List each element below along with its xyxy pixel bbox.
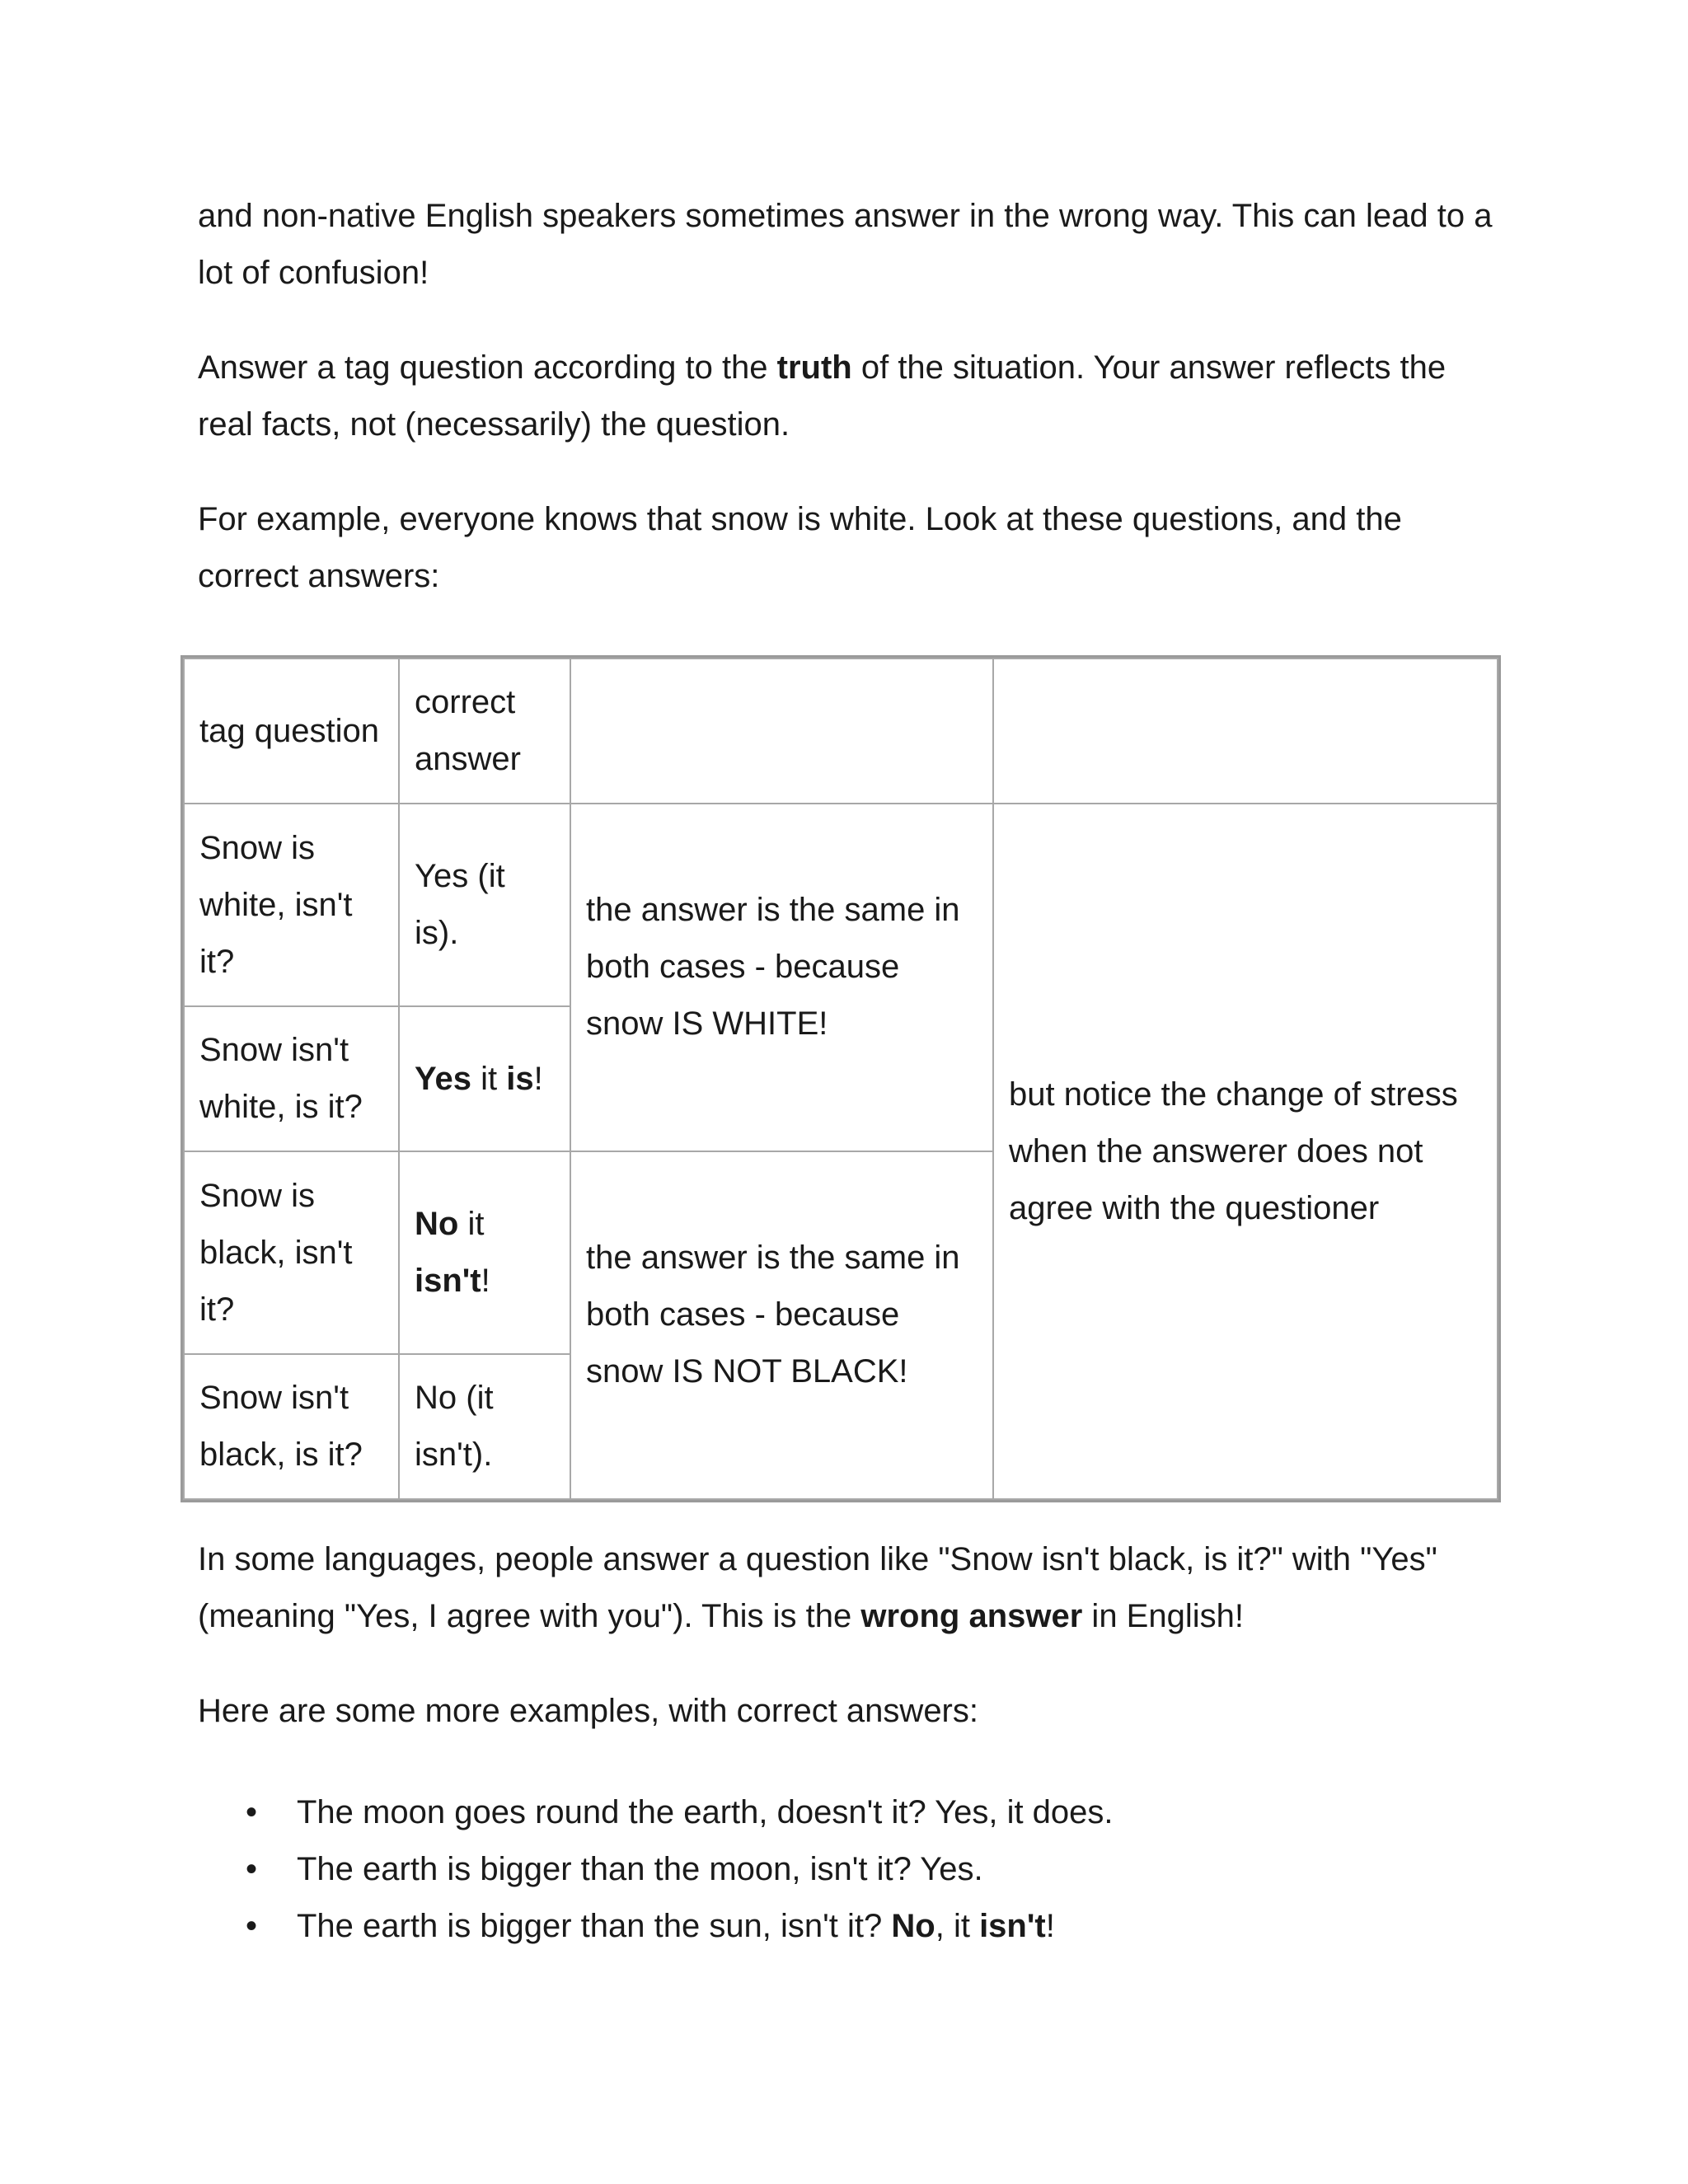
header-label: tag question xyxy=(199,712,379,749)
list-item xyxy=(198,1841,1114,1898)
emphasis-isnt: isn't xyxy=(979,1908,1046,1944)
bullet-icon: • xyxy=(246,1851,258,1887)
paragraph-example-intro xyxy=(198,491,1500,605)
question-text: Snow isn't white, is it? xyxy=(199,1032,363,1125)
list-item xyxy=(198,1784,1114,1841)
note-text: but notice the change of stress when the answerer does not agree with the questioner xyxy=(1009,1076,1458,1226)
table-row-answer xyxy=(398,1353,571,1500)
answer-plain: ! xyxy=(533,1060,543,1097)
answer-text: Yes (it is). xyxy=(415,858,505,951)
note-cell-stress xyxy=(992,803,1498,1500)
list-item-text-start: The earth is bigger than the sun, isn't it? xyxy=(297,1908,892,1944)
answer-plain: ! xyxy=(481,1263,490,1299)
header-cell-empty xyxy=(570,658,994,804)
bullet-icon: • xyxy=(246,1794,258,1830)
answer-bold: is xyxy=(506,1060,534,1097)
table-row-answer xyxy=(398,1151,571,1355)
paragraph-truth xyxy=(198,340,1500,453)
paragraph-text-end: in English! xyxy=(1082,1598,1244,1634)
table-row-question xyxy=(183,1353,400,1500)
paragraph-text: Here are some more examples, with correct answers: xyxy=(198,1693,978,1729)
table-row-answer xyxy=(398,803,571,1007)
paragraph-more-examples xyxy=(198,1683,1500,1740)
emphasis-no: No xyxy=(891,1908,935,1944)
question-text: Snow is white, isn't it? xyxy=(199,829,353,980)
answer-plain: it xyxy=(471,1060,507,1097)
note-cell-white xyxy=(570,803,994,1152)
answer-text: No (it isn't). xyxy=(415,1380,494,1473)
paragraph-text-end: of the situation. Your answer reflects the real facts, not (necessarily) the question. xyxy=(198,349,1447,443)
table-row-question xyxy=(183,1151,400,1355)
note-cell-black xyxy=(570,1151,994,1500)
answer-bold: isn't xyxy=(415,1263,481,1299)
header-cell-empty xyxy=(992,658,1498,804)
header-label: correct answer xyxy=(415,684,521,777)
list-item-text-mid: , it xyxy=(935,1908,980,1944)
note-text: the answer is the same in both cases - because snow IS NOT BLACK! xyxy=(586,1240,960,1390)
answer-plain: it xyxy=(458,1206,494,1242)
answer-bold: Yes xyxy=(415,1060,471,1097)
examples-list xyxy=(198,1784,1114,1955)
list-item-text: The moon goes round the earth, doesn't it? Yes, it does. xyxy=(297,1794,1114,1830)
paragraph-wrong-answer xyxy=(198,1531,1500,1645)
question-text: Snow is black, isn't it? xyxy=(199,1177,353,1328)
list-item xyxy=(198,1898,1114,1955)
paragraph-text-start: Answer a tag question according to the xyxy=(198,349,777,386)
paragraph-confusion xyxy=(198,188,1500,302)
list-item-text: The earth is bigger than the moon, isn't it? Yes. xyxy=(297,1851,983,1887)
header-cell-tag-question xyxy=(183,658,400,804)
emphasis-truth: truth xyxy=(776,349,852,386)
question-text: Snow isn't black, is it? xyxy=(199,1380,363,1473)
paragraph-text-start: In some languages, people answer a question like "Snow isn't black, is it?" with "Yes" (meaning "Yes, I agree with you"). This is the xyxy=(198,1541,1437,1634)
answer-bold: No xyxy=(415,1206,459,1242)
answer-text xyxy=(415,1051,543,1108)
emphasis-wrong-answer: wrong answer xyxy=(860,1598,1083,1634)
note-text: the answer is the same in both cases - because snow IS WHITE! xyxy=(586,892,960,1042)
paragraph-text: For example, everyone knows that snow is white. Look at these questions, and the correct answers: xyxy=(198,501,1402,594)
answer-text xyxy=(415,1196,494,1310)
bullet-icon: • xyxy=(246,1908,258,1944)
list-item-text-end: ! xyxy=(1045,1908,1055,1944)
paragraph-text: and non-native English speakers sometimes answer in the wrong way. This can lead to a lot of confusion! xyxy=(198,198,1493,291)
tag-question-table xyxy=(181,655,1501,1502)
table-row-answer xyxy=(398,1005,571,1152)
table-row-question xyxy=(183,1005,400,1152)
table-row-question xyxy=(183,803,400,1007)
header-cell-correct-answer xyxy=(398,658,571,804)
